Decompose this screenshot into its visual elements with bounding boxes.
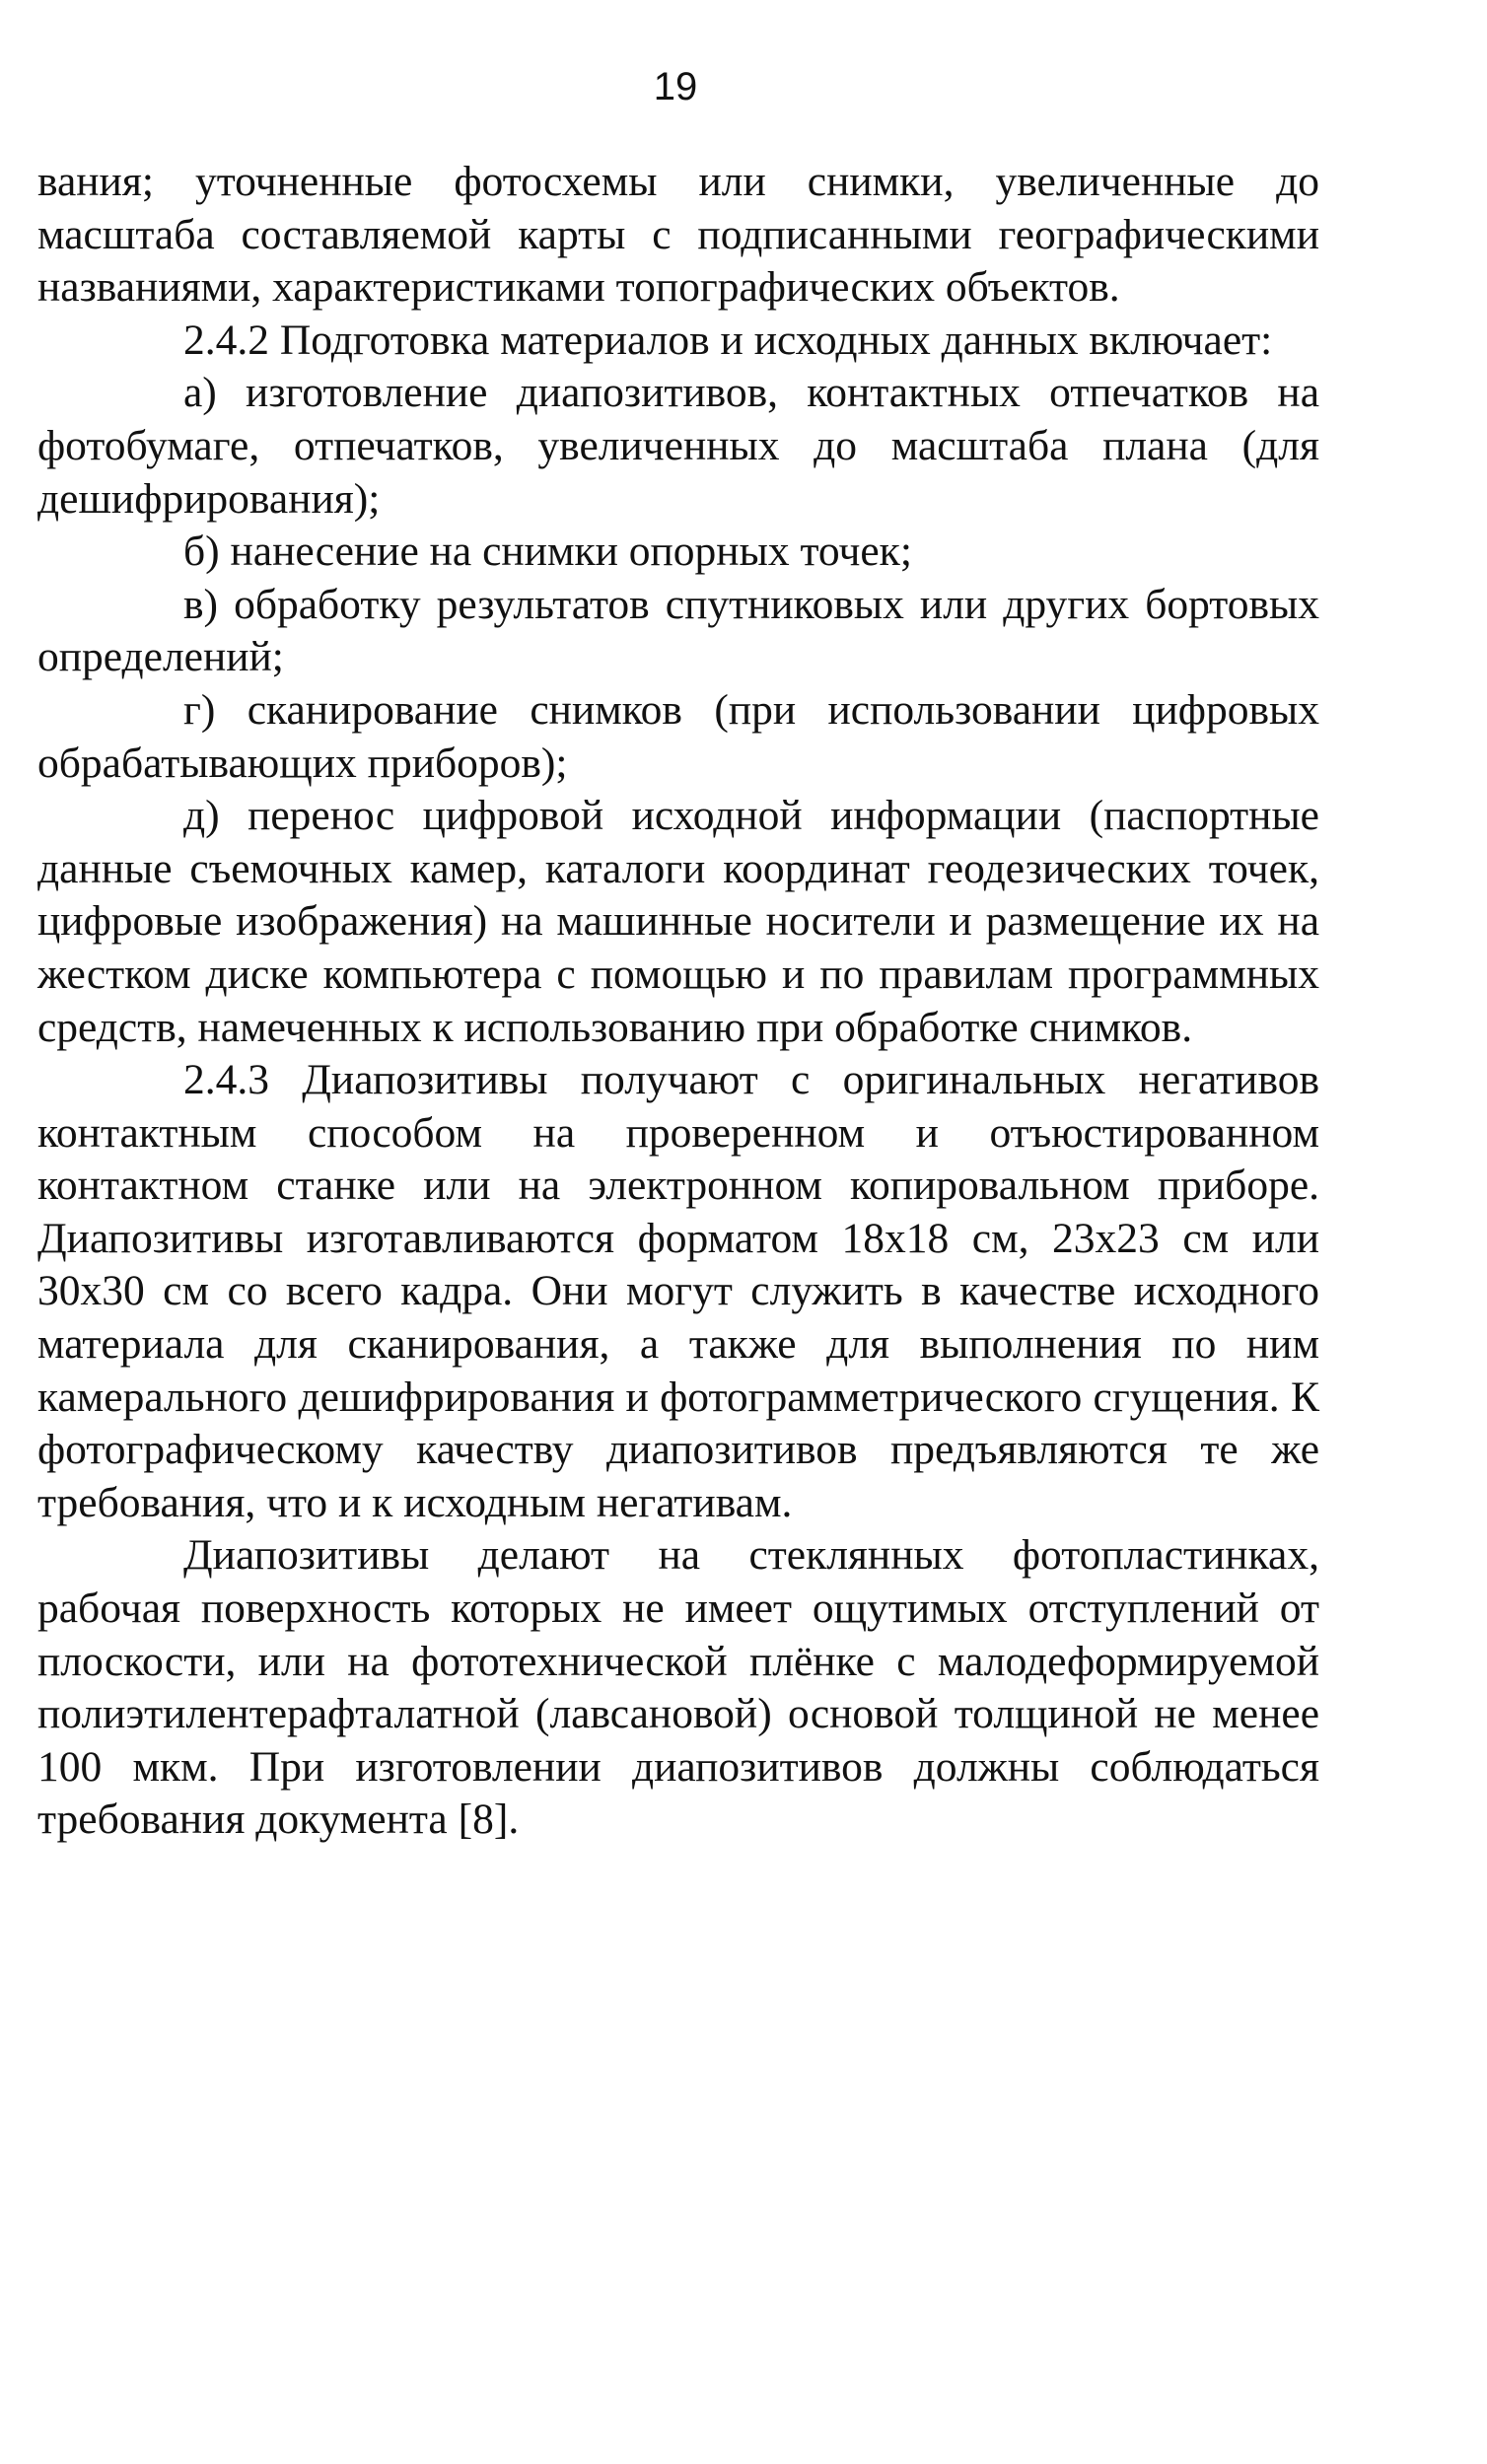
paragraph-section-2-4-3: 2.4.3 Диапозитивы получают с оригинальных негативов контактным способом на проверенном и отъюстированном контактном станке или на электронном копировальном приборе. Диапозитивы изготавливаются форматом 18х18 см, 23х23 см или 30х30 см со всего кадра. Они могут служить в качестве исходного материала для сканирования, а также для выполнения по ним камерального дешифрирования и фотограмметрического сгущения. К фотографическому качеству диапозитивов предъявляются те же требования, что и к исходным негативам. (37, 1056, 1319, 1526)
body-text (37, 156, 1319, 1847)
list-item-d: д) перенос цифровой исходной информации (паспортные данные съемочных камер, каталоги координат геодезических точек, цифровые изображения) на машинные носители и размещение их на жестком диске компьютера с помощью и по правилам программных средств, намеченных к использованию при обработке снимков. (37, 792, 1319, 1051)
list-item-g: г) сканирование снимков (при использовании цифровых обрабатывающих приборов); (37, 685, 1319, 787)
list-item-a: а) изготовление диапозитивов, контактных отпечатков на фотобумаге, отпечатков, увеличенных до масштаба плана (для дешифрирования); (37, 369, 1319, 523)
list-item-b: б) нанесение на снимки опорных точек; (183, 528, 912, 576)
page-number: 19 (653, 65, 698, 108)
paragraph-continuation: вания; уточненные фотосхемы или снимки, увеличенные до масштаба составляемой карты с подписанными географическими названиями, характеристиками топографических объектов. (37, 158, 1319, 312)
paragraph-section-2-4-2: 2.4.2 Подготовка материалов и исходных данных включает: (183, 316, 1273, 364)
paragraph-diapositives: Диапозитивы делают на стеклянных фотопластинках, рабочая поверхность которых не имеет ощутимых отступлений от плоскости, или на фототехнической плёнке с малодеформируемой полиэтилентерафталатной (лавсановой) основой толщиной не менее 100 мкм. При изготовлении диапозитивов должны соблюдаться требования документа [8]. (37, 1531, 1319, 1844)
list-item-v: в) обработку результатов спутниковых или других бортовых определений; (37, 580, 1319, 681)
